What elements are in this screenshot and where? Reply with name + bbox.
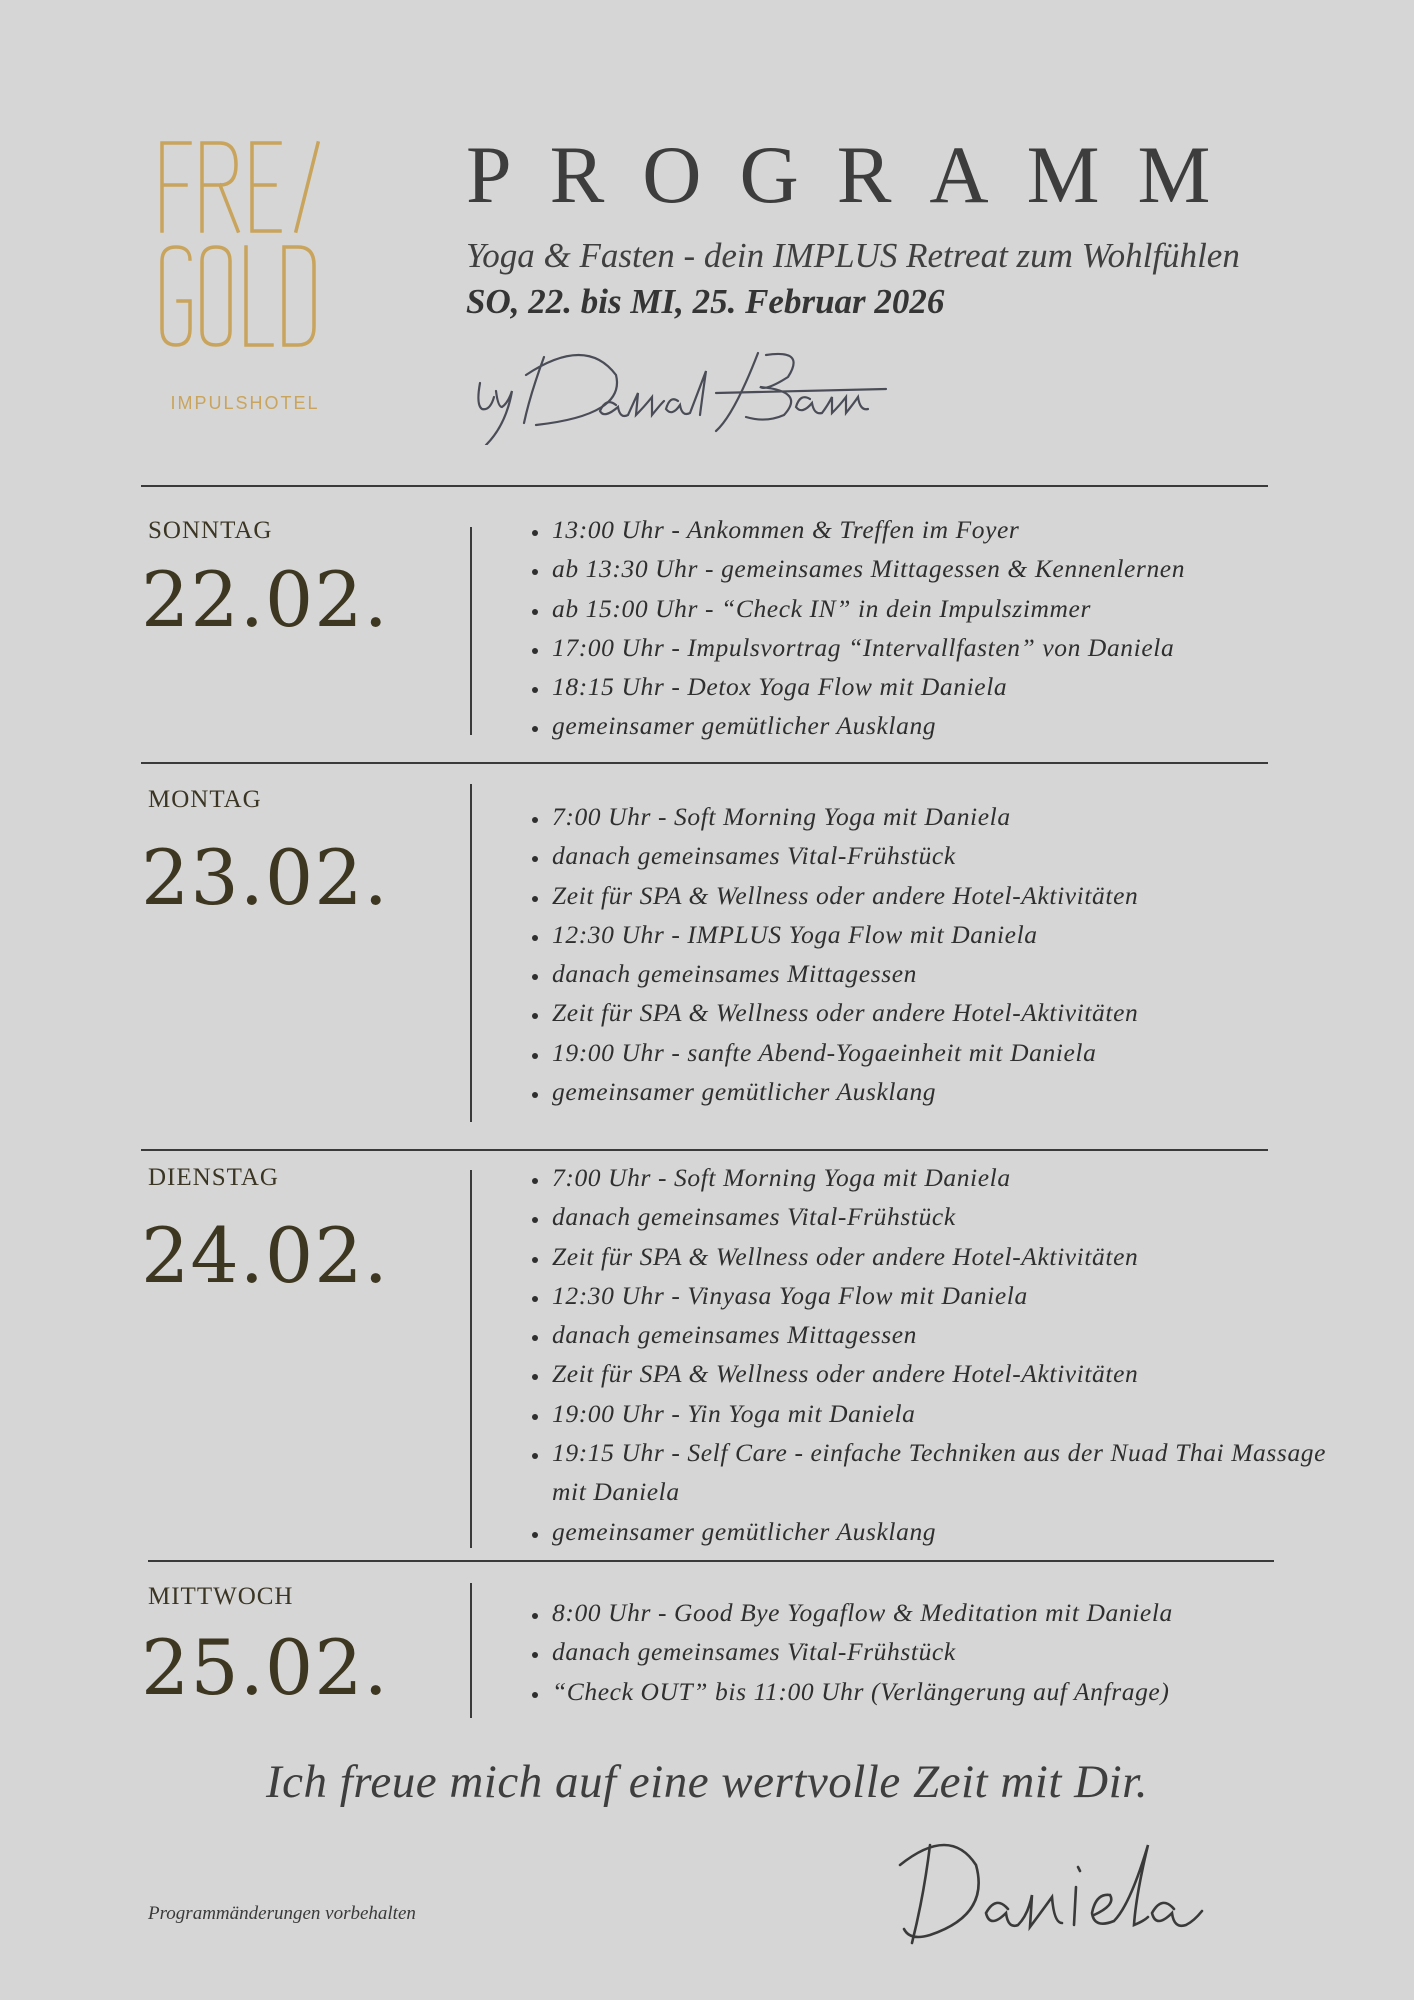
logo-wordmark [150, 135, 340, 365]
day-schedule-list [520, 510, 1340, 746]
schedule-item: • danach gemeinsames Mittagessen [550, 1315, 1340, 1354]
schedule-item: • 12:30 Uhr - Vinyasa Yoga Flow mit Daniela [550, 1276, 1340, 1315]
page-subtitle: Yoga & Fasten - dein IMPLUS Retreat zum Wohlfühlen [466, 236, 1240, 275]
signature-script-image [890, 1825, 1210, 1955]
day-separator [470, 1170, 472, 1548]
schedule-item: • 7:00 Uhr - Soft Morning Yoga mit Daniela [550, 1158, 1340, 1197]
schedule-item: • Zeit für SPA & Wellness oder andere Hotel-Aktivitäten [550, 876, 1340, 915]
day-separator [470, 784, 472, 1122]
day-date: 25.02. [141, 1623, 389, 1712]
schedule-item: • 17:00 Uhr - Impulsvortrag “Intervallfasten” von Daniela [550, 628, 1340, 667]
day-schedule-list [520, 1158, 1340, 1551]
day-separator [470, 1583, 472, 1718]
schedule-item: • 19:00 Uhr - Yin Yoga mit Daniela [550, 1394, 1340, 1433]
schedule-item: • danach gemeinsames Mittagessen [550, 954, 1340, 993]
schedule-item: • gemeinsamer gemütlicher Ausklang [550, 1072, 1340, 1111]
schedule-item: • 7:00 Uhr - Soft Morning Yoga mit Daniela [550, 797, 1340, 836]
schedule-item: • Zeit für SPA & Wellness oder andere Hotel-Aktivitäten [550, 993, 1340, 1032]
logo-subtitle: IMPULSHOTEL [170, 393, 320, 413]
section-divider [148, 1560, 1274, 1562]
day-separator [470, 527, 472, 735]
schedule-item: • Zeit für SPA & Wellness oder andere Hotel-Aktivitäten [550, 1354, 1340, 1393]
day-date: 23.02. [141, 833, 389, 922]
day-schedule-list [520, 1593, 1340, 1711]
day-schedule-list [520, 797, 1340, 1111]
schedule-item: • ab 13:30 Uhr - gemeinsames Mittagessen & Kennenlernen [550, 549, 1340, 588]
closing-message: Ich freue mich auf eine wertvolle Zeit mit Dir. [266, 1756, 1148, 1808]
day-name: DIENSTAG [148, 1164, 279, 1191]
disclaimer: Programmänderungen vorbehalten [148, 1903, 416, 1924]
schedule-item: • 8:00 Uhr - Good Bye Yogaflow & Meditation mit Daniela [550, 1593, 1340, 1632]
hotel-logo [150, 135, 340, 413]
handwritten-signature [890, 1825, 1210, 1959]
day-date: 24.02. [141, 1211, 389, 1300]
byline-script-image [466, 335, 896, 445]
day-name: MITTWOCH [148, 1583, 294, 1610]
schedule-item: • 13:00 Uhr - Ankommen & Treffen im Foyer [550, 510, 1340, 549]
page-title: PROGRAMM [466, 129, 1249, 220]
day-date: 22.02. [141, 555, 389, 644]
schedule-item: • gemeinsamer gemütlicher Ausklang [550, 1512, 1340, 1551]
schedule-item: • danach gemeinsames Vital-Frühstück [550, 836, 1340, 875]
schedule-item: • danach gemeinsames Vital-Frühstück [550, 1197, 1340, 1236]
schedule-item: • “Check OUT” bis 11:00 Uhr (Verlängerung auf Anfrage) [550, 1672, 1340, 1711]
schedule-item: • gemeinsamer gemütlicher Ausklang [550, 706, 1340, 745]
schedule-item: • 12:30 Uhr - IMPLUS Yoga Flow mit Daniela [550, 915, 1340, 954]
section-divider [141, 762, 1268, 764]
schedule-item: • 18:15 Uhr - Detox Yoga Flow mit Daniela [550, 667, 1340, 706]
schedule-item: • ab 15:00 Uhr - “Check IN” in dein Impulszimmer [550, 589, 1340, 628]
schedule-item: • danach gemeinsames Vital-Frühstück [550, 1632, 1340, 1671]
schedule-item: • 19:00 Uhr - sanfte Abend-Yogaeinheit mit Daniela [550, 1033, 1340, 1072]
event-dates: SO, 22. bis MI, 25. Februar 2026 [466, 282, 945, 321]
byline-signature [466, 335, 896, 449]
schedule-item: • Zeit für SPA & Wellness oder andere Hotel-Aktivitäten [550, 1237, 1340, 1276]
day-name: SONNTAG [148, 517, 273, 544]
section-divider [141, 1149, 1268, 1151]
schedule-item: • 19:15 Uhr - Self Care - einfache Techniken aus der Nuad Thai Massage mit Daniela [550, 1433, 1340, 1512]
day-name: MONTAG [148, 786, 262, 813]
section-divider [141, 485, 1268, 487]
